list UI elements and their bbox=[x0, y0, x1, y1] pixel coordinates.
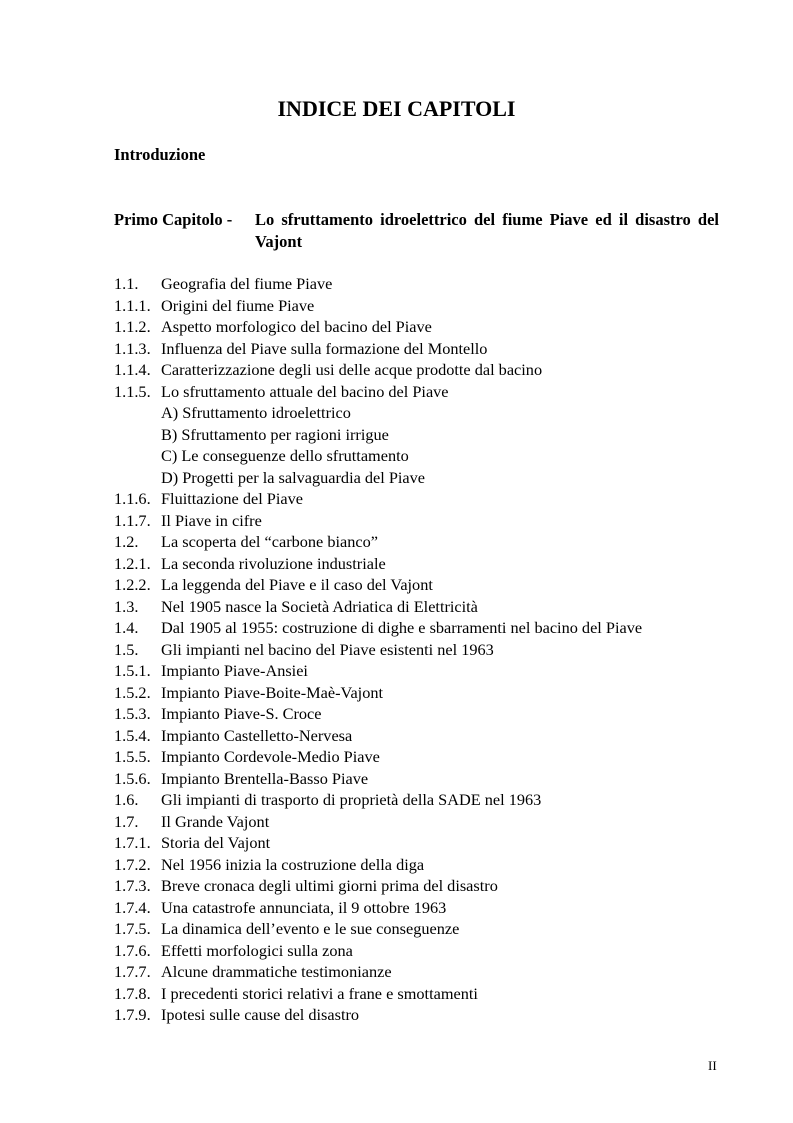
toc-entry-number: 1.5.5. bbox=[114, 747, 151, 766]
toc-entry bbox=[114, 510, 724, 532]
page-number: II bbox=[708, 1058, 717, 1073]
toc-entry bbox=[114, 746, 724, 768]
toc-introduction: Introduzione bbox=[114, 145, 206, 164]
toc-entry bbox=[114, 295, 724, 317]
toc-entry bbox=[114, 338, 724, 360]
toc-entry bbox=[114, 940, 724, 962]
toc-entry-number: 1.1.2. bbox=[114, 317, 151, 336]
toc-entry bbox=[114, 660, 724, 682]
toc-entry-number: 1.5.1. bbox=[114, 661, 151, 680]
toc-entry bbox=[114, 402, 724, 424]
toc-entry bbox=[114, 725, 724, 747]
toc-entry-number: 1.7.1. bbox=[114, 833, 151, 852]
toc-entry-title: D) Progetti per la salvaguardia del Piave bbox=[161, 467, 426, 487]
toc-entry bbox=[114, 811, 724, 833]
toc-entry-title: Effetti morfologici sulla zona bbox=[161, 940, 353, 960]
toc-entry-title: Impianto Piave-Ansiei bbox=[161, 661, 308, 680]
toc-entry bbox=[114, 445, 724, 467]
toc-list bbox=[114, 273, 724, 1026]
toc-entry-title: Impianto Piave-S. Croce bbox=[161, 704, 322, 723]
toc-entry-number: 1.4. bbox=[114, 618, 139, 637]
toc-entry-number: 1.1. bbox=[114, 274, 139, 293]
toc-entry bbox=[114, 832, 724, 854]
chapter-label: Primo Capitolo - bbox=[114, 210, 233, 229]
toc-entry-title: La leggenda del Piave e il caso del Vajont bbox=[161, 575, 433, 594]
toc-entry-title: Impianto Castelletto-Nervesa bbox=[161, 725, 353, 745]
toc-entry bbox=[114, 703, 724, 725]
toc-entry-title: Nel 1956 inizia la costruzione della diga bbox=[161, 854, 425, 874]
toc-entry bbox=[114, 488, 724, 510]
toc-entry-number: 1.2. bbox=[114, 532, 139, 551]
toc-entry-number: 1.7.8. bbox=[114, 983, 151, 1003]
toc-entry-title: Lo sfruttamento attuale del bacino del Piave bbox=[161, 381, 449, 401]
toc-entry-number: 1.5.2. bbox=[114, 682, 151, 702]
toc-entry-number: 1.1.1. bbox=[114, 295, 151, 315]
toc-entry-number: 1.7.6. bbox=[114, 940, 151, 960]
toc-entry-title: Impianto Piave-Boite-Maè-Vajont bbox=[161, 682, 383, 702]
toc-entry-number: 1.2.2. bbox=[114, 575, 151, 594]
toc-entry-title: Geografia del fiume Piave bbox=[161, 274, 333, 293]
toc-entry-title: Dal 1905 al 1955: costruzione di dighe e sbarramenti nel bacino del Piave bbox=[161, 618, 643, 637]
toc-entry bbox=[114, 1004, 724, 1026]
toc-entry bbox=[114, 768, 724, 790]
toc-entry-title: La dinamica dell’evento e le sue conseguenze bbox=[161, 919, 460, 938]
toc-entry-number: 1.3. bbox=[114, 596, 139, 616]
toc-entry-number: 1.1.3. bbox=[114, 338, 151, 358]
toc-entry bbox=[114, 682, 724, 704]
toc-entry-title: La seconda rivoluzione industriale bbox=[161, 553, 386, 573]
page-title: INDICE DEI CAPITOLI bbox=[277, 96, 516, 121]
toc-entry-title: I precedenti storici relativi a frane e smottamenti bbox=[161, 983, 478, 1003]
toc-entry bbox=[114, 983, 724, 1005]
toc-entry-title: Una catastrofe annunciata, il 9 ottobre 1963 bbox=[161, 897, 447, 917]
toc-entry bbox=[114, 553, 724, 575]
toc-entry bbox=[114, 897, 724, 919]
toc-entry-number: 1.1.6. bbox=[114, 489, 151, 508]
toc-entry-title: Fluittazione del Piave bbox=[161, 489, 303, 508]
toc-entry bbox=[114, 381, 724, 403]
toc-entry bbox=[114, 467, 724, 489]
toc-entry-title: Il Grande Vajont bbox=[161, 811, 270, 831]
toc-entry-title: Breve cronaca degli ultimi giorni prima del disastro bbox=[161, 876, 498, 895]
toc-entry-title: Aspetto morfologico del bacino del Piave bbox=[161, 317, 432, 336]
chapter-heading bbox=[114, 209, 719, 253]
toc-entry-title: Caratterizzazione degli usi delle acque prodotte dal bacino bbox=[161, 360, 543, 379]
toc-entry-title: Impianto Cordevole-Medio Piave bbox=[161, 747, 380, 766]
toc-entry bbox=[114, 316, 724, 338]
toc-entry-number: 1.1.4. bbox=[114, 360, 151, 379]
toc-entry-title: Influenza del Piave sulla formazione del Montello bbox=[161, 338, 488, 358]
toc-entry bbox=[114, 273, 724, 295]
toc-entry bbox=[114, 359, 724, 381]
toc-entry bbox=[114, 639, 724, 661]
toc-entry bbox=[114, 596, 724, 618]
toc-entry-title: C) Le conseguenze dello sfruttamento bbox=[161, 446, 409, 465]
toc-entry-title: Gli impianti nel bacino del Piave esistenti nel 1963 bbox=[161, 639, 494, 659]
toc-entry bbox=[114, 574, 724, 596]
toc-entry-number: 1.7. bbox=[114, 811, 139, 831]
toc-entry-title: Gli impianti di trasporto di proprietà della SADE nel 1963 bbox=[161, 790, 542, 809]
toc-entry-number: 1.5.6. bbox=[114, 768, 151, 788]
toc-entry-title: Impianto Brentella-Basso Piave bbox=[161, 768, 369, 788]
toc-entry-title: Alcune drammatiche testimonianze bbox=[161, 962, 392, 981]
toc-entry-number: 1.7.5. bbox=[114, 919, 151, 938]
toc-entry-title: Il Piave in cifre bbox=[161, 510, 262, 530]
toc-entry bbox=[114, 918, 724, 940]
toc-entry bbox=[114, 424, 724, 446]
toc-entry-number: 1.5.3. bbox=[114, 704, 151, 723]
toc-entry bbox=[114, 854, 724, 876]
toc-entry-title: A) Sfruttamento idroelettrico bbox=[161, 403, 351, 422]
toc-entry-number: 1.1.5. bbox=[114, 381, 151, 401]
toc-entry-number: 1.7.3. bbox=[114, 876, 151, 895]
toc-entry bbox=[114, 961, 724, 983]
toc-entry-title: Origini del fiume Piave bbox=[161, 295, 315, 315]
toc-entry bbox=[114, 617, 724, 639]
toc-entry-number: 1.7.4. bbox=[114, 897, 151, 917]
toc-entry-number: 1.5.4. bbox=[114, 725, 151, 745]
toc-entry-number: 1.6. bbox=[114, 790, 139, 809]
toc-entry-number: 1.2.1. bbox=[114, 553, 151, 573]
toc-entry-number: 1.7.2. bbox=[114, 854, 151, 874]
toc-entry-title: La scoperta del “carbone bianco” bbox=[161, 532, 378, 551]
toc-entry-number: 1.7.9. bbox=[114, 1005, 151, 1024]
toc-entry-number: 1.1.7. bbox=[114, 510, 151, 530]
chapter-title: Lo sfruttamento idroelettrico del fiume Piave ed il disastro del Vajont bbox=[255, 210, 719, 251]
toc-entry bbox=[114, 875, 724, 897]
toc-entry-title: Storia del Vajont bbox=[161, 833, 271, 852]
toc-entry bbox=[114, 789, 724, 811]
toc-entry-title: B) Sfruttamento per ragioni irrigue bbox=[161, 424, 389, 444]
toc-entry-title: Nel 1905 nasce la Società Adriatica di Elettricità bbox=[161, 596, 478, 616]
toc-entry bbox=[114, 531, 724, 553]
toc-entry-number: 1.5. bbox=[114, 639, 139, 659]
toc-entry-number: 1.7.7. bbox=[114, 962, 151, 981]
toc-entry-title: Ipotesi sulle cause del disastro bbox=[161, 1005, 360, 1024]
